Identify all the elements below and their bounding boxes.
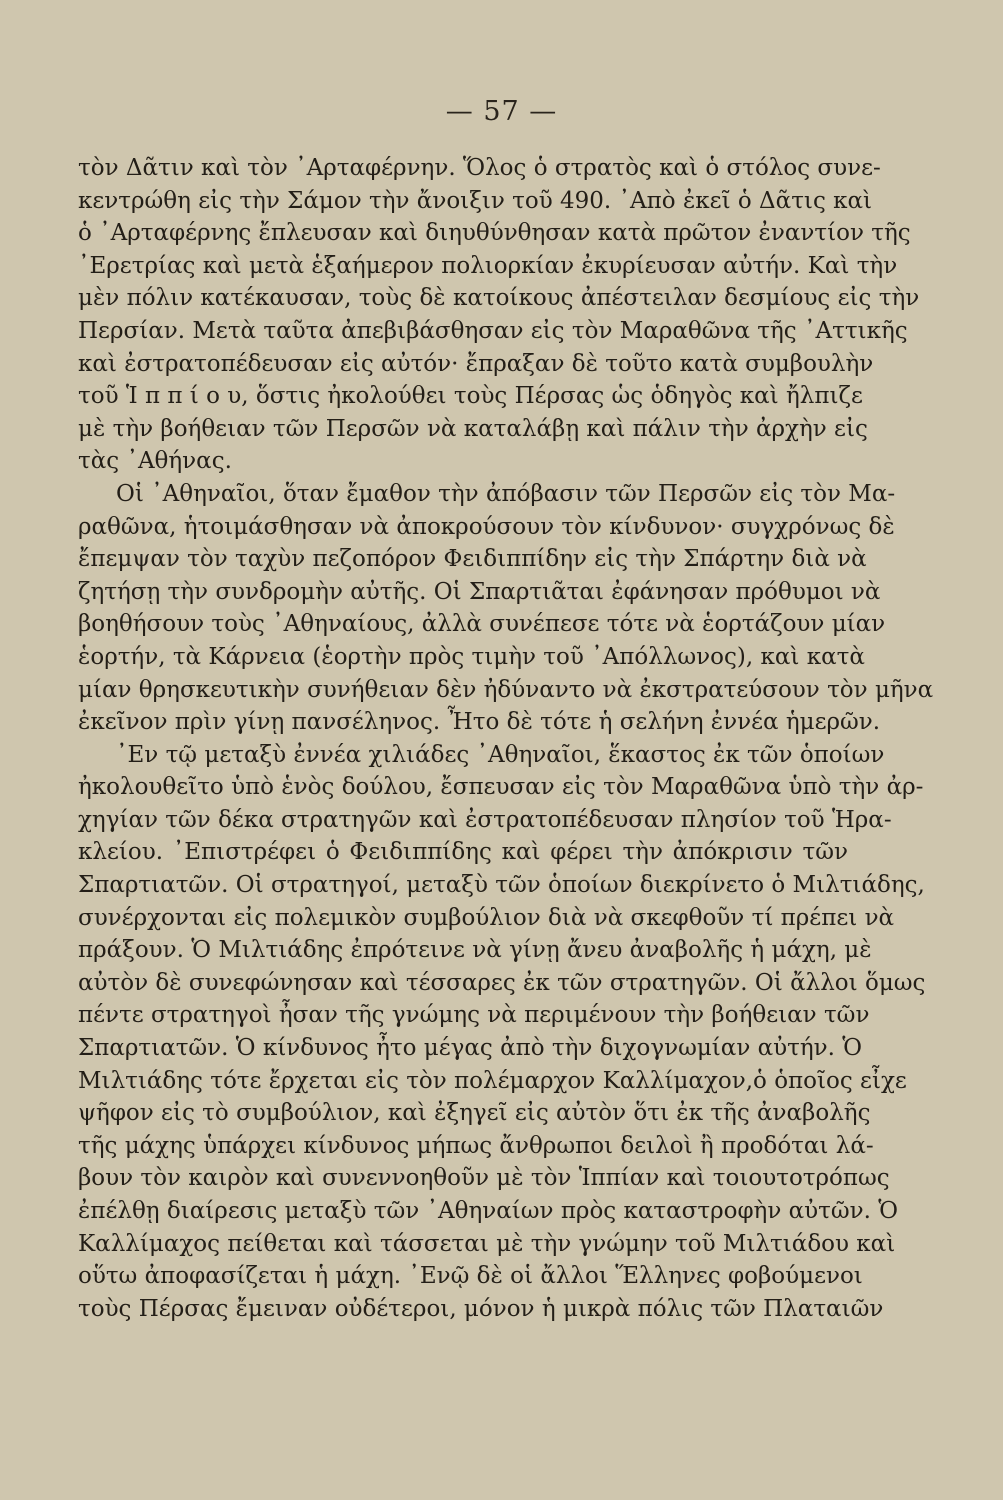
text-line: τοῦ Ἱ π π ί ο υ, ὅστις ἠκολούθει τοὺς Πέρσας ὡς ὁδηγὸς καὶ ἤλπιζε [78, 383, 863, 410]
body-text [78, 152, 934, 1325]
text-line: Καλλίμαχος πείθεται καὶ τάσσεται μὲ τὴν γνώμην τοῦ Μιλτιάδου καὶ [78, 1230, 896, 1257]
text-line: πέντε στρατηγοὶ ἦσαν τῆς γνώμης νὰ περιμένουν τὴν βοήθειαν τῶν [78, 1002, 870, 1029]
text-line: οὕτω ἀποφασίζεται ἡ μάχη. ᾿Ενῷ δὲ οἱ ἄλλοι Ἕλληνες φοβούμενοι [78, 1263, 863, 1290]
text-line: καὶ ἐστρατοπέδευσαν εἰς αὐτόν· ἔπραξαν δὲ τοῦτο κατὰ συμβουλὴν [78, 350, 874, 377]
text-line: τὰς ᾿Αθήνας. [78, 448, 232, 475]
text-line: ἐπέλθῃ διαίρεσις μεταξὺ τῶν ᾿Αθηναίων πρὸς καταστροφὴν αὐτῶν. Ὁ [78, 1198, 898, 1224]
text-line: μὲν πόλιν κατέκαυσαν, τοὺς δὲ κατοίκους ἀπέστειλαν δεσμίους εἰς τὴν [78, 285, 920, 312]
text-line: ᾿Ερετρίας καὶ μετὰ ἑξαήμερον πολιορκίαν ἐκυρίευσαν αὐτήν. Καὶ τὴν [78, 252, 898, 279]
text-line: ραθῶνα, ἡτοιμάσθησαν νὰ ἀποκρούσουν τὸν κίνδυνον· συγχρόνως δὲ [78, 513, 895, 540]
page-number: — 57 — [445, 96, 558, 127]
text-line: κλείου. ᾿Επιστρέφει ὁ Φειδιππίδης καὶ φέρει τὴν ἀπόκρισιν τῶν [78, 839, 848, 866]
text-line: ἠκολουθεῖτο ὑπὸ ἑνὸς δούλου, ἔσπευσαν εἰς τὸν Μαραθῶνα ὑπὸ τὴν ἀρ- [78, 774, 924, 801]
text-line: βοηθήσουν τοὺς ᾿Αθηναίους, ἀλλὰ συνέπεσε τότε νὰ ἑορτάζουν μίαν [78, 611, 886, 638]
text-line: βουν τὸν καιρὸν καὶ συνεννοηθοῦν μὲ τὸν Ἱππίαν καὶ τοιουτοτρόπως [78, 1165, 890, 1192]
text-line: συνέρχονται εἰς πολεμικὸν συμβούλιον διὰ νὰ σκεφθοῦν τί πρέπει νὰ [78, 904, 895, 931]
text-line: τὸν Δᾶτιν καὶ τὸν ᾿Αρταφέρνην. Ὅλος ὁ στρατὸς καὶ ὁ στόλος συνε- [78, 155, 881, 181]
text-line: τοὺς Πέρσας ἔμειναν οὐδέτεροι, μόνον ἡ μικρὰ πόλις τῶν Πλαταιῶν [78, 1295, 884, 1322]
text-line: ζητήσῃ τὴν συνδρομὴν αὐτῆς. Οἱ Σπαρτιᾶται ἐφάνησαν πρόθυμοι νὰ [78, 578, 881, 605]
text-line: ψῆφον εἰς τὸ συμβούλιον, καὶ ἐξηγεῖ εἰς αὐτὸν ὅτι ἐκ τῆς ἀναβολῆς [78, 1100, 871, 1127]
text-line: Μιλτιάδης τότε ἔρχεται εἰς τὸν πολέμαρχον Καλλίμαχον,ὁ ὁποῖος εἶχε [78, 1067, 907, 1094]
text-line: αὐτὸν δὲ συνεφώνησαν καὶ τέσσαρες ἐκ τῶν στρατηγῶν. Οἱ ἄλλοι ὅμως [78, 969, 926, 996]
text-line: ἑορτήν, τὰ Κάρνεια (ἑορτὴν πρὸς τιμὴν τοῦ ᾿Απόλλωνος), καὶ κατὰ [78, 643, 865, 670]
text-line: ἐκεῖνον πρὶν γίνῃ πανσέληνος. Ἦτο δὲ τότε ἡ σελήνη ἐννέα ἡμερῶν. [78, 709, 881, 736]
text-line: κεντρώθη εἰς τὴν Σάμον τὴν ἄνοιξιν τοῦ 490. ᾿Απὸ ἐκεῖ ὁ Δᾶτις καὶ [78, 187, 873, 214]
text-line: μὲ τὴν βοήθειαν τῶν Περσῶν νὰ καταλάβῃ καὶ πάλιν τὴν ἀρχὴν εἰς [78, 415, 868, 442]
text-line: Περσίαν. Μετὰ ταῦτα ἀπεβιβάσθησαν εἰς τὸν Μαραθῶνα τῆς ᾿Αττικῆς [78, 317, 908, 344]
text-line: μίαν θρησκευτικὴν συνήθειαν δὲν ἠδύναντο νὰ ἐκστρατεύσουν τὸν μῆνα [78, 676, 934, 703]
text-line: χηγίαν τῶν δέκα στρατηγῶν καὶ ἐστρατοπέδευσαν πλησίον τοῦ Ἡρα- [78, 806, 892, 833]
text-line: ᾿Εν τῷ μεταξὺ ἐννέα χιλιάδες ᾿Αθηναῖοι, ἕκαστος ἐκ τῶν ὁποίων [116, 741, 885, 768]
text-line: πράξουν. Ὁ Μιλτιάδης ἐπρότεινε νὰ γίνῃ ἄνευ ἀναβολῆς ἡ μάχη, μὲ [78, 937, 872, 964]
text-line: ὁ ᾿Αρταφέρνης ἔπλευσαν καὶ διηυθύνθησαν κατὰ πρῶτον ἐναντίον τῆς [78, 220, 911, 247]
text-line: τῆς μάχης ὑπάρχει κίνδυνος μήπως ἄνθρωποι δειλοὶ ἢ προδόται λά- [78, 1132, 874, 1159]
text-line: Σπαρτιατῶν. Ὁ κίνδυνος ἦτο μέγας ἀπὸ τὴν διχογνωμίαν αὐτήν. Ὁ [78, 1035, 862, 1062]
text-line: Σπαρτιατῶν. Οἱ στρατηγοί, μεταξὺ τῶν ὁποίων διεκρίνετο ὁ Μιλτιάδης, [78, 872, 925, 899]
paragraph-1 [78, 152, 920, 478]
text-line: ἔπεμψαν τὸν ταχὺν πεζοπόρον Φειδιππίδην εἰς τὴν Σπάρτην διὰ νὰ [78, 546, 867, 573]
paragraph-3 [78, 739, 926, 1326]
paragraph-2 [78, 478, 934, 739]
text-line: Οἱ ᾿Αθηναῖοι, ὅταν ἔμαθον τὴν ἀπόβασιν τῶν Περσῶν εἰς τὸν Μα- [116, 480, 896, 507]
